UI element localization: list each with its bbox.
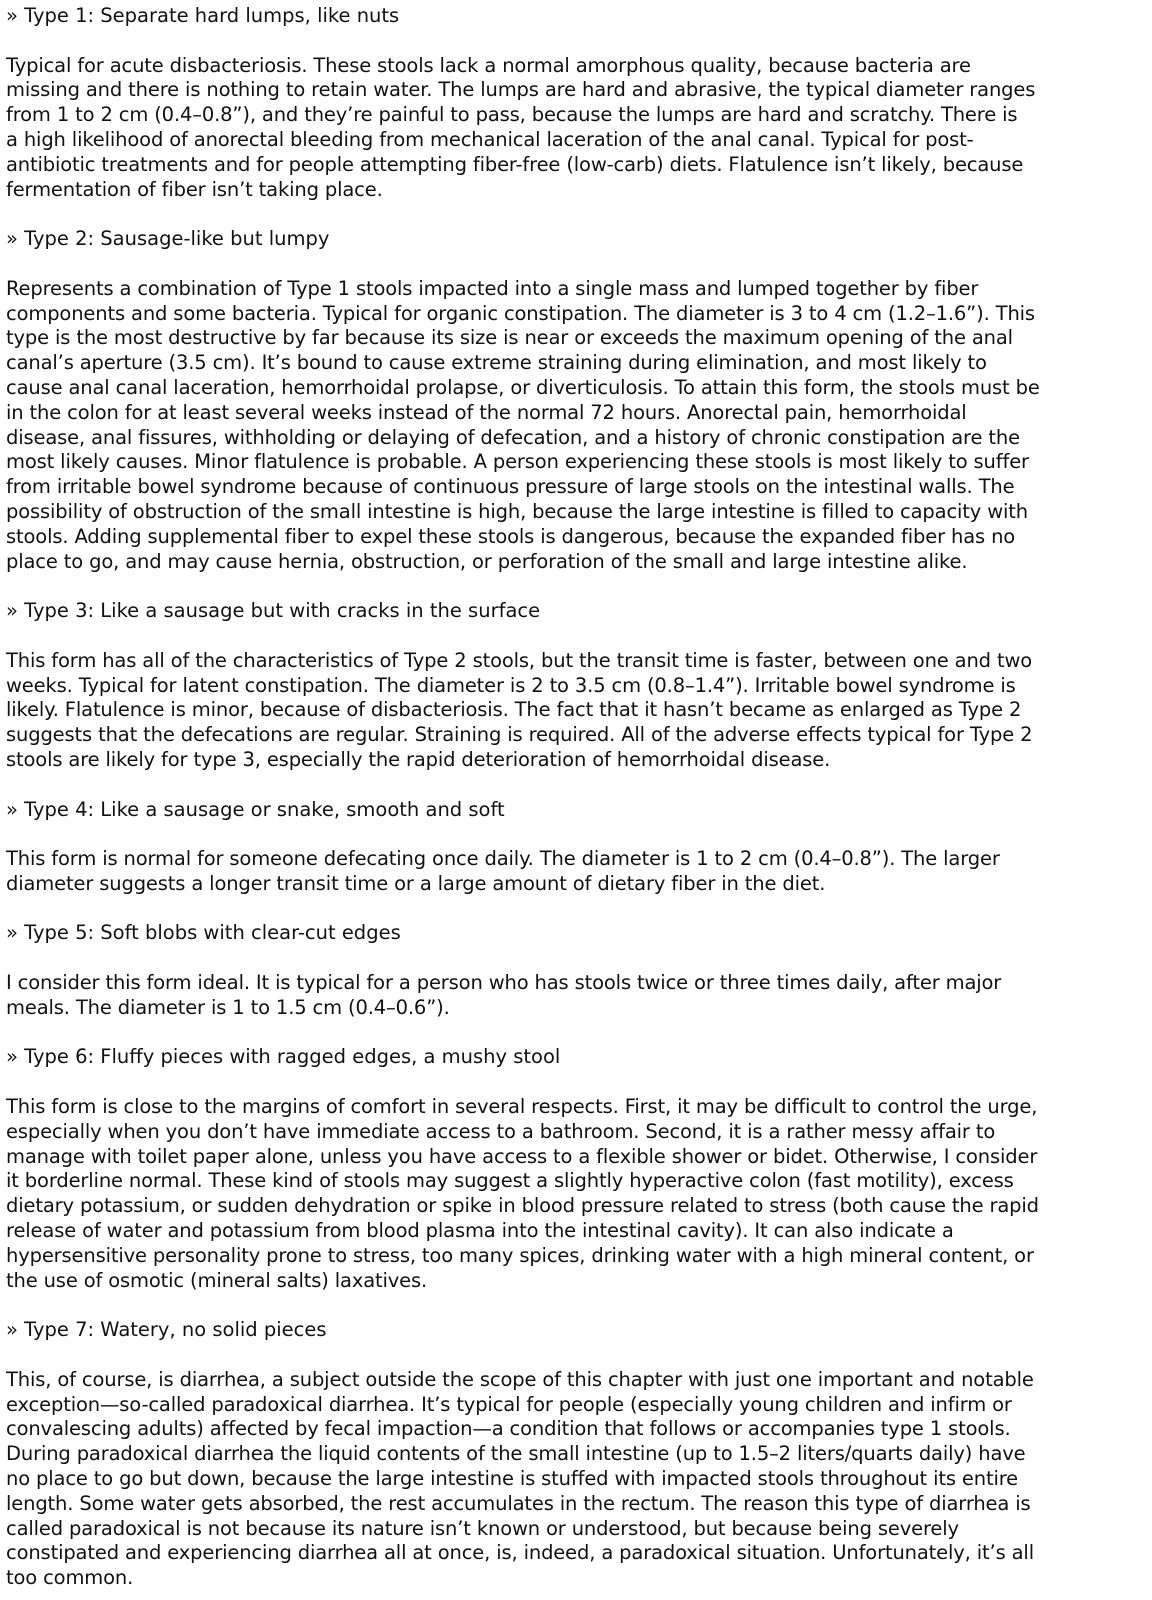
section-heading: » Type 6: Fluffy pieces with ragged edges, a mushy stool (6, 1045, 561, 1069)
section-type-2 (6, 227, 1146, 574)
section-type-3 (6, 599, 1146, 773)
section-body: Typical for acute disbacteriosis. These stools lack a normal amorphous quality, because bacteria are missing and there is nothing to retain water. The lumps are hard and abrasive, the typical diameter ranges from 1 to 2 cm (0.4–0.8”), and they’re painful to pass, because the lumps are hard and scratchy. There is a high likelihood of anorectal bleeding from mechanical laceration of the anal canal. Typical for post- antibiotic treatments and for people attempting fiber-free (low-carb) diets. Flatulence isn’t likely, because fermentation of fiber isn’t taking place. (6, 53, 1036, 201)
section-type-5 (6, 921, 1146, 1020)
section-body: Represents a combination of Type 1 stools impacted into a single mass and lumped together by fiber components and some bacteria. Typical for organic constipation. The diameter is 3 to 4 cm (1.2–1.6”). This type is the most destructive by far because its size is near or exceeds the maximum opening of the anal canal’s aperture (3.5 cm). It’s bound to cause extreme straining during elimination, and most likely to cause anal canal laceration, hemorrhoidal prolapse, or diverticulosis. To attain this form, the stools must be in the colon for at least several weeks instead of the normal 72 hours. Anorectal pain, hemorrhoidal disease, anal fissures, withholding or delaying of defecation, and a history of chronic constipation are the most likely causes. Minor flatulence is probable. A person experiencing these stools is most likely to suffer from irritable bowel syndrome because of continuous pressure of large stools on the intestinal walls. The possibility of obstruction of the small intestine is high, because the large intestine is filled to capacity with stools. Adding supplemental fiber to expel these stools is dangerous, because the expanded fiber has no place to go, and may cause hernia, obstruction, or perforation of the small and large intestine alike. (6, 276, 1040, 573)
section-type-4 (6, 798, 1146, 897)
section-heading: » Type 3: Like a sausage but with cracks in the surface (6, 599, 541, 623)
section-heading: » Type 5: Soft blobs with clear-cut edges (6, 921, 401, 945)
section-type-1 (6, 4, 1146, 202)
section-heading: » Type 4: Like a sausage or snake, smooth and soft (6, 797, 505, 821)
section-body: This form is close to the margins of comfort in several respects. First, it may be difficult to control the urge, especially when you don’t have immediate access to a bathroom. Second, it is a rather messy affair to manage with toilet paper alone, unless you have access to a flexible shower or bidet. Otherwise, I consider it borderline normal. These kind of stools may suggest a slightly hyperactive colon (fast motility), excess dietary potassium, or sudden dehydration or spike in blood pressure related to stress (both cause the rapid release of water and potassium from blood plasma into the intestinal cavity). It can also indicate a hypersensitive personality prone to stress, too many spices, drinking water with a high mineral content, or the use of osmotic (mineral salts) laxatives. (6, 1095, 1039, 1292)
section-type-6 (6, 1045, 1146, 1293)
section-body: I consider this form ideal. It is typical for a person who has stools twice or three times daily, after major meals. The diameter is 1 to 1.5 cm (0.4–0.6”). (6, 971, 1002, 1019)
section-body: This form has all of the characteristics of Type 2 stools, but the transit time is faster, between one and two weeks. Typical for latent constipation. The diameter is 2 to 3.5 cm (0.8–1.4”). Irritable bowel syndrome is likely. Flatulence is minor, because of disbacteriosis. The fact that it hasn’t became as enlarged as Type 2 suggests that the defecations are regular. Straining is required. All of the adverse effects typical for Type 2 stools are likely for type 3, especially the rapid deterioration of hemorrhoidal disease. (6, 648, 1033, 771)
section-body: This, of course, is diarrhea, a subject outside the scope of this chapter with just one important and notable exception—so-called paradoxical diarrhea. It’s typical for people (especially young children and infirm or convalescing adults) affected by fecal impaction—a condition that follows or accompanies type 1 stools. During paradoxical diarrhea the liquid contents of the small intestine (up to 1.5–2 liters/quarts daily) have no place to go but down, because the large intestine is stuffed with impacted stools throughout its entire length. Some water gets absorbed, the rest accumulates in the rectum. The reason this type of diarrhea is called paradoxical is not because its nature isn’t known or understood, but because being severely constipated and experiencing diarrhea all at once, is, indeed, a paradoxical situation. Unfortunately, it’s all too common. (6, 1367, 1034, 1590)
section-body: This form is normal for someone defecating once daily. The diameter is 1 to 2 cm (0.4–0.8”). The larger diameter suggests a longer transit time or a large amount of dietary fiber in the diet. (6, 847, 1000, 895)
section-heading: » Type 7: Watery, no solid pieces (6, 1318, 327, 1342)
section-heading: » Type 2: Sausage-like but lumpy (6, 227, 330, 251)
section-type-7 (6, 1318, 1146, 1591)
section-heading: » Type 1: Separate hard lumps, like nuts (6, 4, 400, 27)
